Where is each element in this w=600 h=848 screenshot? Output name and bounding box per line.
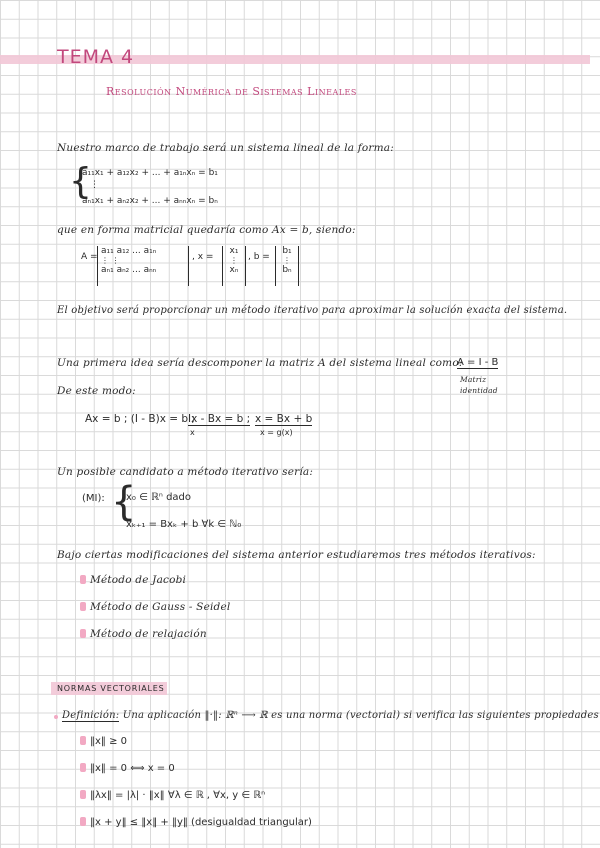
chain-step-1: Ax = b ; (I - B)x = b ; <box>85 413 195 425</box>
method-item-gauss-seidel <box>80 601 230 613</box>
tema-title: TEMA 4 <box>57 46 135 68</box>
method-item-label: Método de Gauss - Seidel <box>90 601 231 613</box>
bullet-icon <box>80 790 86 799</box>
bullet-icon <box>54 715 58 719</box>
chain-step-2: Ix - Bx = b ; <box>188 413 251 425</box>
norm-property-4 <box>80 817 312 828</box>
mi-row-2: xₖ₊₁ = Bxₖ + b ∀k ∈ ℕ₀ <box>126 519 242 530</box>
vector-x-row-n: xₙ <box>229 265 239 275</box>
vector-b-label: , b = <box>248 252 270 262</box>
method-item-jacobi <box>80 574 186 586</box>
norm-property-text: ‖λx‖ = |λ| · ‖x‖ ∀λ ∈ ℝ , ∀x, y ∈ ℝⁿ <box>90 790 266 801</box>
norm-property-2 <box>80 763 175 774</box>
vector-b-dots: ⋮ <box>283 256 291 265</box>
idea-line-2: De este modo: <box>57 385 136 397</box>
mi-row-1: x₀ ∈ ℝⁿ dado <box>126 492 192 503</box>
vector-b-row-1: b₁ <box>282 246 292 256</box>
norm-property-text: ‖x + y‖ ≤ ‖x‖ + ‖y‖ (desigualdad triangular) <box>90 817 312 828</box>
idea-line-1: Una primera idea sería descomponer la matriz A del sistema lineal como: <box>57 357 463 369</box>
definition-label: Definición: <box>62 710 120 721</box>
norm-property-1 <box>80 736 127 747</box>
matrix-a-dots: ⋮ ⋮ <box>101 256 120 265</box>
vector-b-row-n: bₙ <box>282 265 292 275</box>
definition-line <box>54 710 599 721</box>
chain-step-3: x = Bx + b <box>255 413 313 425</box>
system-row-1: a₁₁x₁ + a₁₂x₂ + ... + a₁ₙxₙ = b₁ <box>82 168 218 178</box>
decomposition: A = I - B <box>457 357 499 368</box>
method-item-relajacion <box>80 628 207 640</box>
matrix-a-label: A = <box>81 252 98 262</box>
matrix-a-row-1: a₁₁ a₁₂ ... a₁ₙ <box>101 246 157 256</box>
chain-step-3-note: x = g(x) <box>260 428 293 437</box>
method-item-label: Método de relajación <box>90 628 207 640</box>
bullet-icon <box>80 817 86 826</box>
norm-property-text: ‖x‖ ≥ 0 <box>90 736 128 747</box>
intro-line-1: Nuestro marco de trabajo será un sistema lineal de la forma: <box>57 142 394 154</box>
norm-property-text: ‖x‖ = 0 ⟺ x = 0 <box>90 763 175 774</box>
norms-section-label: NORMAS VECTORIALES <box>57 684 165 693</box>
section-subtitle: Resolución Numérica de Sistemas Lineales <box>106 85 357 98</box>
mi-label: (MI): <box>82 493 105 504</box>
system-dots: ⋮ <box>90 180 99 190</box>
bullet-icon <box>80 629 86 638</box>
matrix-a <box>97 246 189 286</box>
definition-text: Una aplicación ‖·‖: ℝⁿ ⟶ ℝ es una norma (vectorial) si verifica las siguientes propiedades <box>122 710 599 721</box>
bullet-icon <box>80 602 86 611</box>
chain-step-2-denom: x <box>190 428 195 437</box>
bullet-icon <box>80 763 86 772</box>
vector-x-dots: ⋮ <box>230 256 238 265</box>
vector-x-row-1: x₁ <box>229 246 239 256</box>
mi-brace: { <box>111 479 137 525</box>
system-brace: { <box>69 161 92 202</box>
matrix-x-label: , x = <box>192 252 214 262</box>
system-row-n: aₙ₁x₁ + aₙ₂x₂ + ... + aₙₙxₙ = bₙ <box>82 196 218 206</box>
method-line-1: Un posible candidato a método iterativo sería: <box>57 466 314 478</box>
objective-text: El objetivo será proporcionar un método iterativo para aproximar la solución exacta del sistema. <box>57 305 568 316</box>
norm-property-3 <box>80 790 265 801</box>
method-item-label: Método de Jacobi <box>90 574 187 586</box>
intro-line-2: que en forma matricial quedaría como Ax = b, siendo: <box>57 224 356 236</box>
vector-x <box>222 246 246 286</box>
matrix-note-2: identidad <box>460 386 498 395</box>
method-line-2: Bajo ciertas modificaciones del sistema anterior estudiaremos tres métodos iterativos: <box>57 549 536 561</box>
bullet-icon <box>80 575 86 584</box>
bullet-icon <box>80 736 86 745</box>
matrix-a-row-n: aₙ₁ aₙ₂ ... aₙₙ <box>101 265 157 275</box>
vector-b <box>275 246 299 286</box>
matrix-note-1: Matriz <box>460 375 487 384</box>
